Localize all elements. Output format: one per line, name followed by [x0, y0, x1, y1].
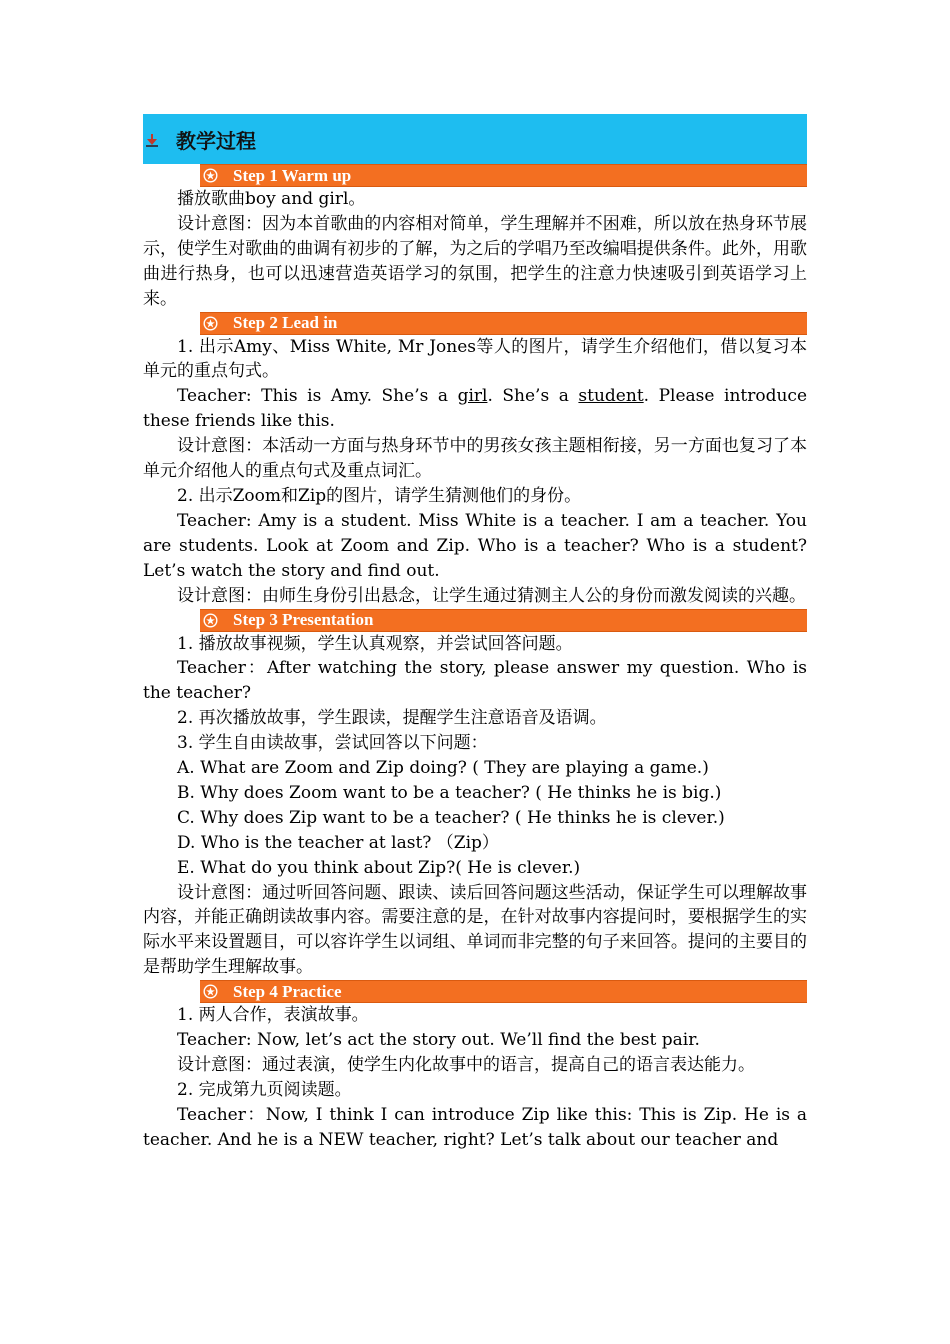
list-item: D. Who is the teacher at last? （Zip） — [177, 832, 499, 853]
paragraph: 2. 再次播放故事，学生跟读，提醒学生注意语音及语调。 — [177, 708, 607, 729]
step-title: Step 4 Practice — [233, 981, 342, 1001]
circle-star-icon — [203, 613, 218, 628]
text-run: . She’s a — [487, 386, 579, 407]
pin-arrow-icon — [145, 132, 159, 146]
paragraph: 2. 出示Zoom和Zip的图片，请学生猜测他们的身份。 — [177, 485, 582, 506]
paragraph: 设计意图：由师生身份引出悬念，让学生通过猜测主人公的身份而激发阅读的兴趣。 — [177, 585, 806, 606]
list-item: A. What are Zoom and Zip doing? ( They are playing a game.) — [177, 758, 709, 779]
text-run: . Please introduce these friends like this. — [143, 386, 807, 432]
circle-star-icon — [203, 168, 218, 183]
paragraph: Teacher: Amy is a student. Miss White is a teacher. I am a teacher. You are students. Look at Zoom and Zip. Who is a teacher? Who is a student? Let’s watch the story and find out. — [143, 510, 807, 581]
underlined-word: girl — [457, 386, 488, 407]
document-page — [143, 114, 807, 1153]
step-header — [200, 164, 807, 187]
list-item: C. Why does Zip want to be a teacher? ( He thinks he is clever.) — [177, 807, 725, 828]
paragraph: Teacher: Now, let’s act the story out. We’ll find the best pair. — [177, 1030, 700, 1051]
paragraph: 2. 完成第九页阅读题。 — [177, 1079, 352, 1100]
section-title: 教学过程 — [176, 128, 256, 153]
underlined-word: student — [578, 386, 644, 407]
circle-star-icon — [203, 316, 218, 331]
paragraph: 3. 学生自由读故事，尝试回答以下问题： — [177, 733, 488, 754]
paragraph: Teacher：Now, I think I can introduce Zip like this: This is Zip. He is a teacher. And he is a NEW teacher, right? Let’s talk about our teacher and — [143, 1104, 807, 1150]
step-header — [200, 312, 807, 335]
paragraph: 1. 两人合作，表演故事。 — [177, 1005, 369, 1026]
text-run: Teacher: This is Amy. She’s a — [177, 386, 458, 407]
step-title: Step 1 Warm up — [233, 165, 352, 185]
step-title: Step 2 Lead in — [233, 313, 338, 333]
paragraph: 1. 出示Amy、Miss White, Mr Jones等人的图片，请学生介绍他们，借以复习本单元的重点句式。 — [143, 336, 807, 382]
step-title: Step 3 Presentation — [233, 610, 374, 629]
paragraph: 设计意图：通过听回答问题、跟读、读后回答问题这些活动，保证学生可以理解故事内容，并能正确朗读故事内容。需要注意的是，在针对故事内容提问时，要根据学生的实际水平来设置题目，可以容许学生以词组、单词而非完整的句子来回答。提问的主要目的是帮助学生理解故事。 — [143, 882, 807, 978]
circle-star-icon — [203, 984, 218, 999]
step-header — [200, 980, 807, 1003]
list-item: E. What do you think about Zip?( He is clever.) — [177, 857, 581, 878]
paragraph: 1. 播放故事视频，学生认真观察，并尝试回答问题。 — [177, 633, 573, 654]
paragraph: 设计意图：本活动一方面与热身环节中的男孩女孩主题相衔接，另一方面也复习了本单元介绍他人的重点句式及重点词汇。 — [143, 436, 807, 482]
paragraph: 设计意图：通过表演，使学生内化故事中的语言，提高自己的语言表达能力。 — [177, 1055, 755, 1075]
paragraph: Teacher：After watching the story, please answer my question. Who is the teacher? — [143, 658, 807, 704]
paragraph — [143, 384, 807, 434]
paragraph: 设计意图：因为本首歌曲的内容相对简单，学生理解并不困难，所以放在热身环节展示，使学生对歌曲的曲调有初步的了解，为之后的学唱乃至改编唱提供条件。此外，用歌曲进行热身，也可以迅速营造英语学习的氛围，把学生的注意力快速吸引到英语学习上来。 — [143, 213, 807, 309]
section-header — [143, 114, 807, 164]
paragraph: 播放歌曲boy and girl。 — [177, 189, 366, 209]
step-header — [200, 609, 807, 632]
list-item: B. Why does Zoom want to be a teacher? ( He thinks he is big.) — [177, 782, 722, 803]
